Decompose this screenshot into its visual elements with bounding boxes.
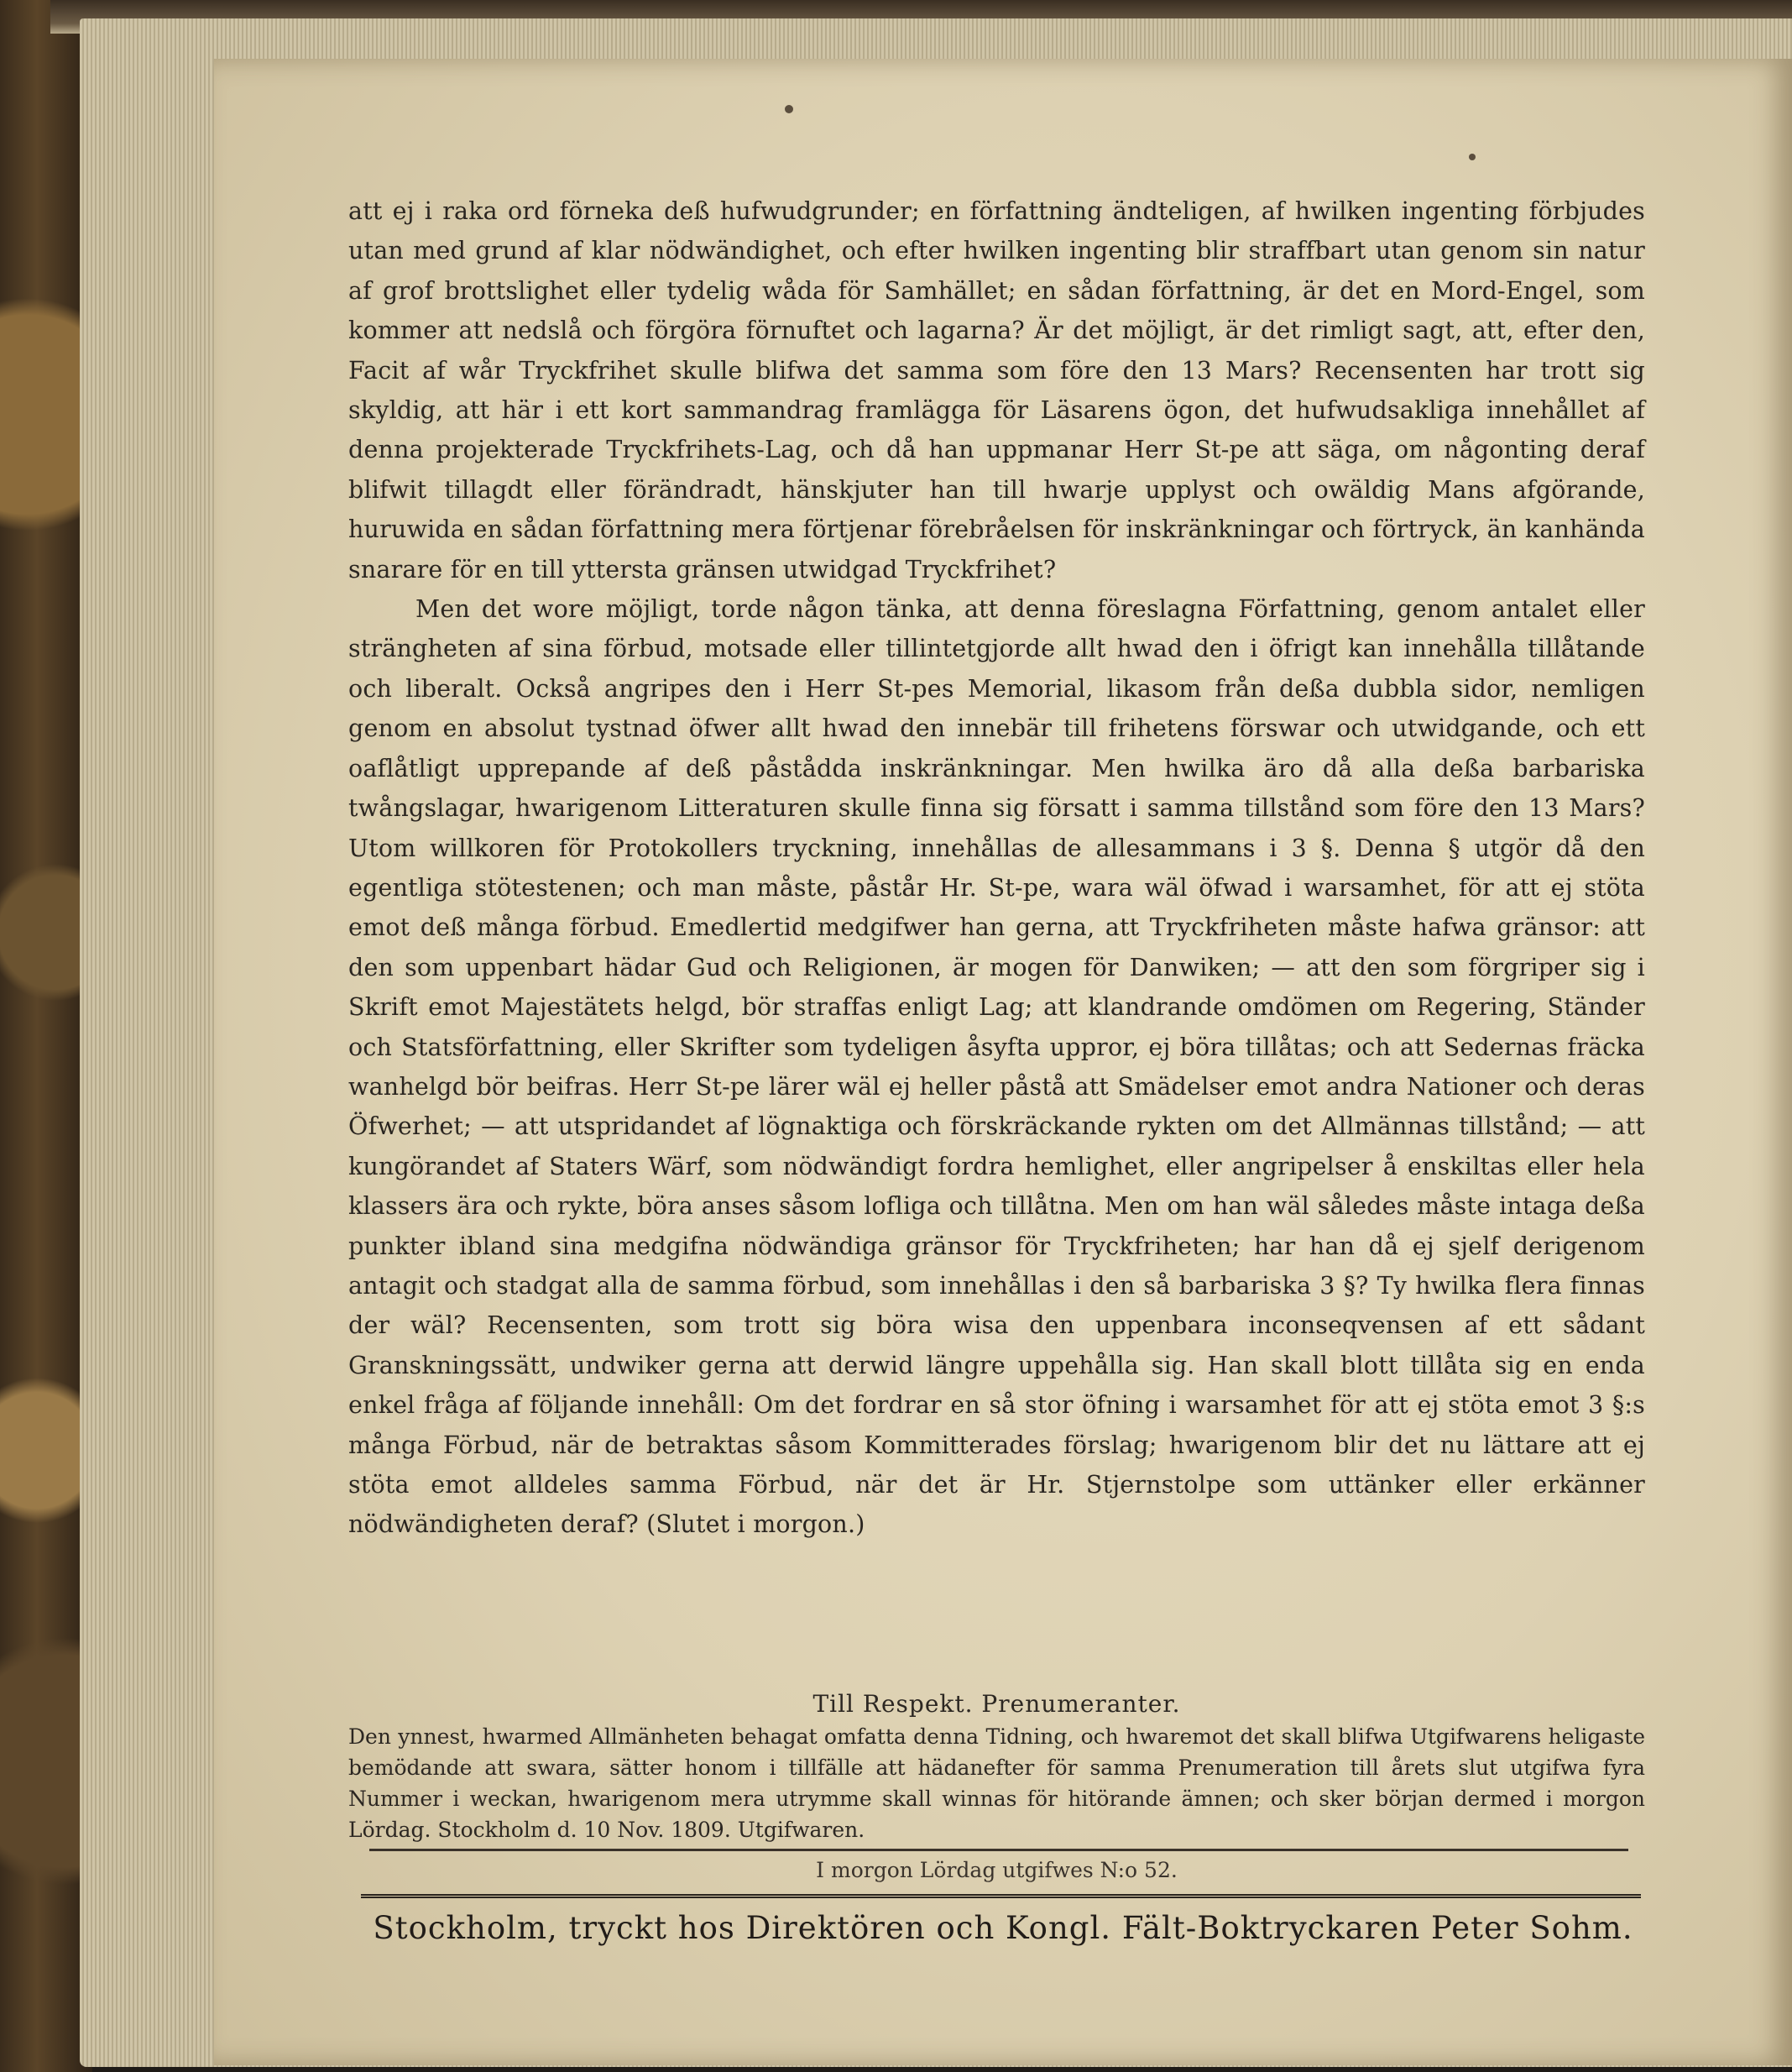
printer-imprint: Stockholm, tryckt hos Direktören och Kongl. Fält-Boktryckaren Peter Sohm. <box>373 1910 1633 1946</box>
main-text-block <box>348 191 1645 1545</box>
divider-rule <box>369 1849 1628 1851</box>
subscriber-notice <box>348 1687 1645 1845</box>
notice-heading: Till Respekt. Prenumeranter. <box>812 1690 1181 1718</box>
double-divider-rule <box>361 1894 1641 1898</box>
notice-body: Den ynnest, hwarmed Allmänheten behagat omfatta denna Tidning, och hwaremot det skall blifwa Utgifwarens heligaste bemödande att swara, sätter honom i tillfälle att hädanefter för samma Prenumeration till årets slut utgifwa fyra Nummer i weckan, hwarigenom mera utrymme skall winnas för hitörande ämnen; och sker början dermed i morgon Lördag. Stockholm d. 10 Nov. 1809. Utgifwaren. <box>348 1724 1645 1842</box>
paper-speck <box>1469 154 1476 160</box>
paper-speck <box>785 105 793 113</box>
book-cover-marbled <box>0 0 92 2072</box>
paragraph-2: Men det wore möjligt, torde någon tänka, att denna föreslagna Författning, genom antalet eller strängheten af sina förbud, motsade eller tillintetgjorde allt hwad den i öfrigt kan innehålla tillåtande och liberalt. Också angripes den i Herr St-pes Memorial, likasom från deßa dubbla sidor, nemligen genom en absolut tystnad öfwer allt hwad den innebär till frihetens förswar och utwidgande, och ett oaflåtligt upprepande af deß påstådda inskränkningar. Men hwilka äro då alla deßa barbariska twångslagar, hwarigenom Litteraturen skulle finna sig försatt i samma tillstånd som före den 13 Mars? Utom willkoren för Protokollers tryckning, innehållas de allesammans i 3 §. Denna § utgör då den egentliga stötestenen; och man måste, påstår Hr. St-pe, wara wäl öfwad i warsamhet, för att ej stöta emot deß många förbud. Emedlertid medgifwer han gerna, att Tryckfriheten måste hafwa gränsor: att den som uppenbart hädar Gud och Religionen, är mogen för Danwiken; — att den som förgriper sig i Skrift emot Majestätets helgd, bör straffas enligt Lag; att klandrande omdömen om Regering, Ständer och Statsförfattning, eller Skrifter som tydeligen åsyfta uppror, ej böra tillåtas; och att Sedernas fräcka wanhelgd bör beifras. Herr St-pe lärer wäl ej heller påstå att Smädelser emot andra Nationer och deras Öfwerhet; — att utspridandet af lögnaktiga och förskräckande rykten om det Allmännas tillstånd; — att kungörandet af Staters Wärf, som nödwändigt fordra hemlighet, eller angripelser å enskiltas eller hela klassers ära och rykte, böra anses såsom lofliga och tillåtna. Men om han wäl således måste intaga deßa punkter ibland sina medgifna nödwändiga gränsor för Tryckfriheten; har han då ej sjelf derigenom antagit och stadgat alla de samma förbud, som innehållas i den så barbariska 3 §? Ty hwilka flera finnas der wäl? Recensenten, som trott sig böra wisa den uppenbara inconseqvensen af ett sådant Granskningssätt, undwiker gerna att derwid längre uppehålla sig. Han skall blott tillåta sig en enda enkel fråga af följande innehåll: Om det fordrar en så stor öfning i warsamhet för att ej stöta emot 3 §:s många Förbud, när de betraktas såsom Kommitterades förslag; hwarigenom blir det nu lättare att ej stöta emot alldeles samma Förbud, när det är Hr. Stjernstolpe som uttänker eller erkänner nödwändigheten deraf? (Slutet i morgon.) <box>348 595 1645 1539</box>
paragraph-1: att ej i raka ord förneka deß hufwudgrunder; en författning ändteligen, af hwilken ingenting förbjudes utan med grund af klar nödwändighet, och efter hwilken ingenting blir straffbart utan genom sin natur af grof brottslighet eller tydelig wåda för Samhället; en sådan författning, är det en Mord-Engel, som kommer att nedslå och förgöra förnuftet och lagarna? Är det möjligt, är det rimligt sagt, att, efter den, Facit af wår Tryckfrihet skulle blifwa det samma som före den 13 Mars? Recensenten har trott sig skyldig, att här i ett kort sammandrag framlägga för Läsarens ögon, det hufwudsakliga innehållet af denna projekterade Tryckfrihets-Lag, och då han uppmanar Herr St-pe att säga, om någonting deraf blifwit tillagdt eller förändradt, hänskjuter han till hwarje upplyst och owäldig Mans afgörande, huruwida en sådan författning mera förtjenar förebråelsen för inskränkningar och förtryck, än kanhända snarare för en till yttersta gränsen utwidgad Tryckfrihet? <box>348 197 1645 583</box>
next-issue-line: I morgon Lördag utgifwes N:o 52. <box>816 1858 1178 1882</box>
